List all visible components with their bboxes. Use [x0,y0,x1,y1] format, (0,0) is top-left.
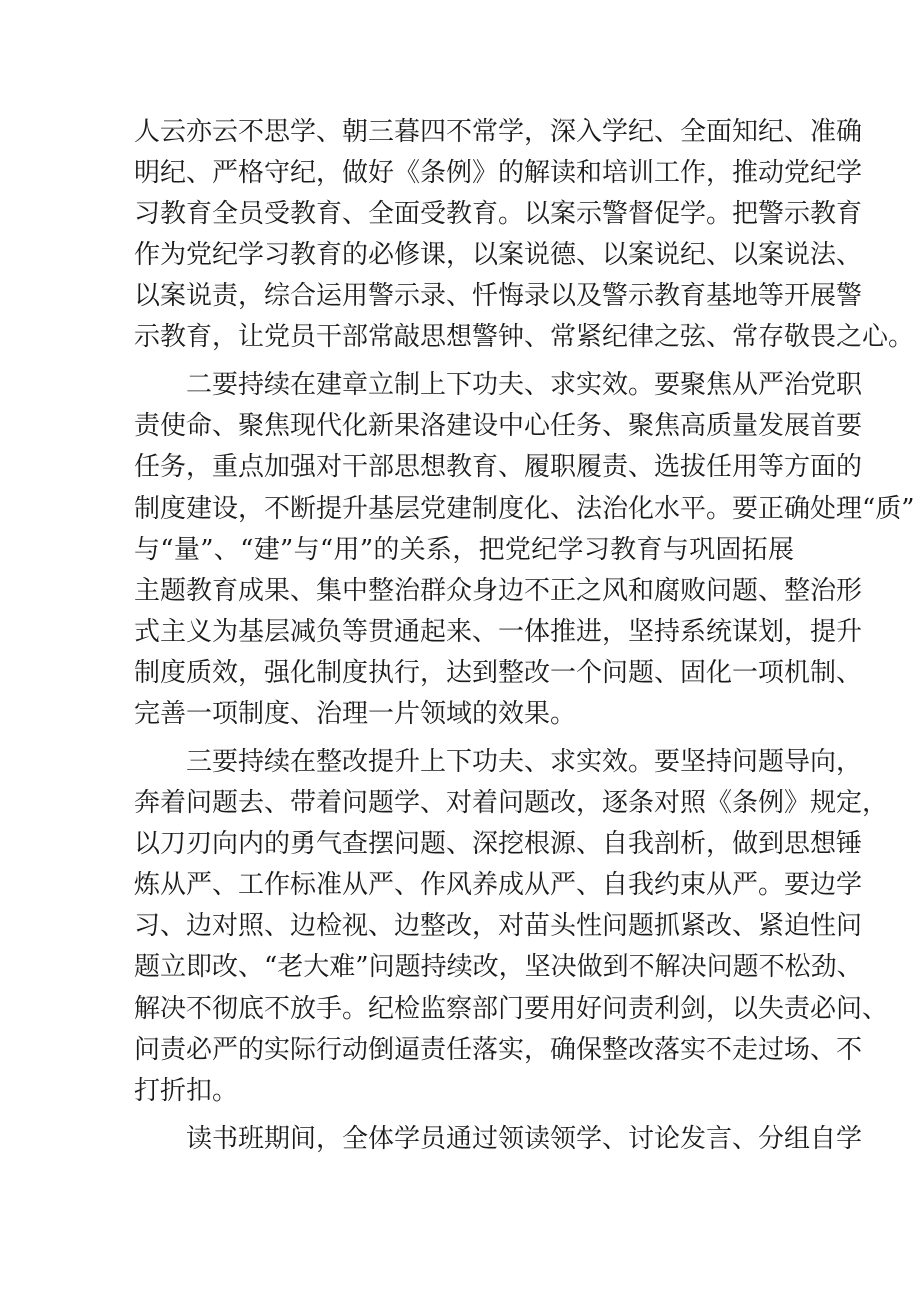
paragraph-2-first-line: 二要持续在建章立制上下功夫、求实效。要聚焦从严治党职 [186,370,863,400]
text-line: 式主义为基层减负等贯通起来、一体推进，坚持系统谋划，提升 [134,617,863,647]
text-line: 制度质效，强化制度执行，达到整改一个问题、固化一项机制、 [134,658,863,688]
text-line: 题立即改、“老大难”问题持续改，坚决做到不解决问题不松劲、 [134,952,863,982]
text-line: 完善一项制度、治理一片领域的效果。 [134,699,577,729]
text-line: 炼从严、工作标准从严、作风养成从严、自我约束从严。要边学 [134,870,863,900]
text-line: 主题教育成果、集中整治群众身边不正之风和腐败问题、整治形 [134,576,863,606]
paragraph-3-first-line: 三要持续在整改提升上下功夫、求实效。要坚持问题导向， [186,747,863,777]
text-line: 打折扣。 [134,1076,239,1106]
paragraph-4-first-line: 读书班期间，全体学员通过领读领学、讨论发言、分组自学 [186,1124,863,1154]
text-line: 责使命、聚焦现代化新果洛建设中心任务、聚焦高质量发展首要 [134,411,863,441]
text-line: 以案说责，综合运用警示录、忏悔录以及警示教育基地等开展警 [134,281,863,311]
text-line: 以刀刃向内的勇气查摆问题、深挖根源、自我剖析，做到思想锤 [134,829,863,859]
text-line: 习、边对照、边检视、边整改，对苗头性问题抓紧改、紧迫性问 [134,911,863,941]
text-line: 问责必严的实际行动倒逼责任落实，确保整改落实不走过场、不 [134,1035,863,1065]
text-line: 奔着问题去、带着问题学、对着问题改，逐条对照《条例》规定， [134,788,889,818]
text-line: 人云亦云不思学、朝三暮四不常学，深入学纪、全面知纪、准确 [134,117,863,147]
text-line: 习教育全员受教育、全面受教育。以案示警督促学。把警示教育 [134,199,863,229]
text-line: 任务，重点加强对干部思想教育、履职履责、选拔任用等方面的 [134,452,863,482]
text-line: 作为党纪学习教育的必修课，以案说德、以案说纪、以案说法、 [134,240,863,270]
text-line: 示教育，让党员干部常敲思想警钟、常紧纪律之弦、常存敬畏之心。 [134,322,915,352]
text-line: 与“量”、“建”与“用”的关系，把党纪学习教育与巩固拓展 [134,535,794,565]
text-line: 解决不彻底不放手。纪检监察部门要用好问责利剑，以失责必问、 [134,994,889,1024]
text-line: 制度建设，不断提升基层党建制度化、法治化水平。要正确处理“质” [134,494,915,524]
text-line: 明纪、严格守纪，做好《条例》的解读和培训工作，推动党纪学 [134,158,863,188]
